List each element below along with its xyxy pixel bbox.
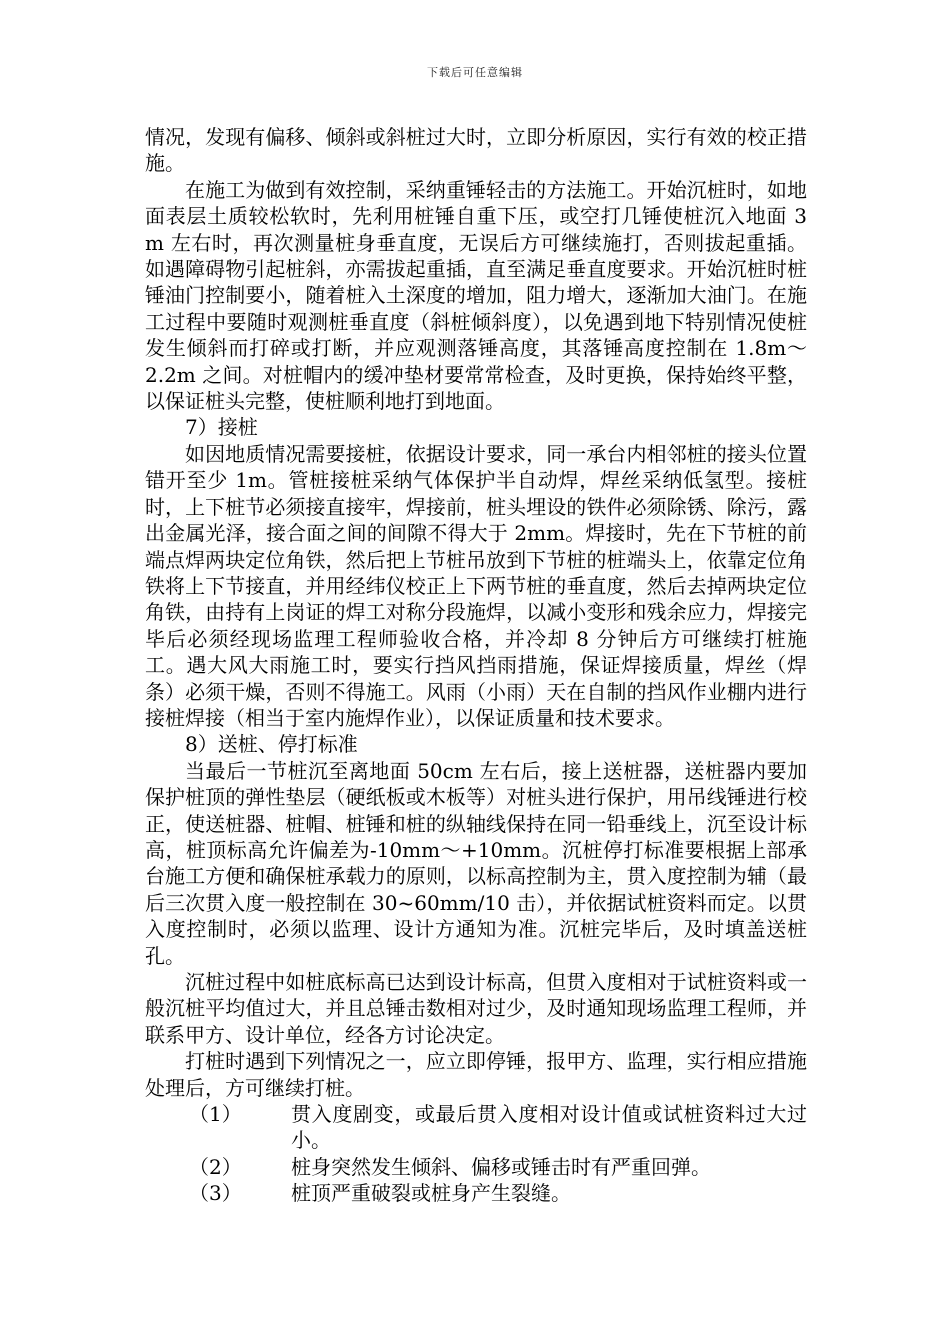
list-item-text: 贯入度剧变，或最后贯入度相对设计值或试桩资料过大过小。 — [291, 1102, 807, 1153]
list-item-number: （3） — [189, 1181, 242, 1206]
section-heading-8: 8）送桩、停打标准 — [185, 732, 358, 757]
list-item-number: （2） — [189, 1154, 242, 1179]
list-item — [145, 1101, 807, 1154]
paragraph: 打桩时遇到下列情况之一，应立即停锤，报甲方、监理，实行相应措施处理后，方可继续打桩。 — [145, 1049, 807, 1100]
paragraph: 当最后一节桩沉至离地面 50cm 左右后，接上送桩器，送桩器内要加保护桩顶的弹性垫层（硬纸板或木板等）对桩头进行保护，用吊线锤进行校正，使送桩器、桩帽、桩锤和桩的纵轴线保持在同一铅垂线上，沉至设计标高，桩顶标高允许偏差为-10mm～+10mm。沉桩停打标准要根据上部承台施工方便和确保桩承载力的原则，以标高控制为主，贯入度控制为辅（最后三次贯入度一般控制在 30~60mm/10 击），并依据试桩资料而定。以贯入度控制时，必须以监理、设计方通知为准。沉桩完毕后，及时填盖送桩孔。 — [145, 758, 807, 968]
document-body — [145, 124, 807, 1207]
section-heading-7: 7）接桩 — [185, 415, 258, 440]
paragraph: 沉桩过程中如桩底标高已达到设计标高，但贯入度相对于试桩资料或一般沉桩平均值过大，并且总锤击数相对过少，及时通知现场监理工程师，并联系甲方、设计单位，经各方讨论决定。 — [145, 970, 807, 1047]
paragraph: 情况，发现有偏移、倾斜或斜桩过大时，立即分析原因，实行有效的校正措施。 — [145, 125, 807, 176]
paragraph: 在施工为做到有效控制，采纳重锤轻击的方法施工。开始沉桩时，如地面表层土质较松软时，先利用桩锤自重下压，或空打几锤使桩沉入地面 3 m 左右时，再次测量桩身垂直度，无误后方可继续施打，否则拔起重插。如遇障碍物引起桩斜，亦需拔起重插，直至满足垂直度要求。开始沉桩时桩锤油门控制要小，随着桩入土深度的增加，阻力增大，逐渐加大油门。在施工过程中要随时观测桩垂直度（斜桩倾斜度），以免遇到地下特别情况使桩发生倾斜而打碎或打断，并应观测落锤高度，其落锤高度控制在 1.8m～2.2m 之间。对桩帽内的缓冲垫材要常常检查，及时更换，保持始终平整，以保证桩头完整，使桩顺利地打到地面。 — [145, 177, 807, 414]
list-item — [145, 1154, 807, 1180]
list-item-number: （1） — [189, 1102, 242, 1127]
list-item — [145, 1180, 807, 1206]
list-item-text: 桩顶严重破裂或桩身产生裂缝。 — [291, 1181, 571, 1206]
paragraph: 如因地质情况需要接桩，依据设计要求，同一承台内相邻桩的接头位置错开至少 1m。管桩接桩采纳气体保护半自动焊，焊丝采纳低氢型。接桩时，上下桩节必须接直接牢，焊接前，桩头埋设的铁件必须除锈、除污，露出金属光泽，接合面之间的间隙不得大于 2mm。焊接时，先在下节桩的前端点焊两块定位角铁，然后把上节桩吊放到下节桩的桩端头上，依靠定位角铁将上下节接直，并用经纬仪校正上下两节桩的垂直度，然后去掉两块定位角铁，由持有上岗证的焊工对称分段施焊，以减小变形和残余应力，焊接完毕后必须经现场监理工程师验收合格，并冷却 8 分钟后方可继续打桩施工。遇大风大雨施工时，要实行挡风挡雨措施，保证焊接质量，焊丝（焊条）必须干燥，否则不得施工。风雨（小雨）天在自制的挡风作业棚内进行接桩焊接（相当于室内施焊作业），以保证质量和技术要求。 — [145, 441, 807, 730]
page-header: 下载后可任意编辑 — [427, 66, 523, 79]
list-item-text: 桩身突然发生倾斜、偏移或锤击时有严重回弹。 — [291, 1154, 711, 1179]
